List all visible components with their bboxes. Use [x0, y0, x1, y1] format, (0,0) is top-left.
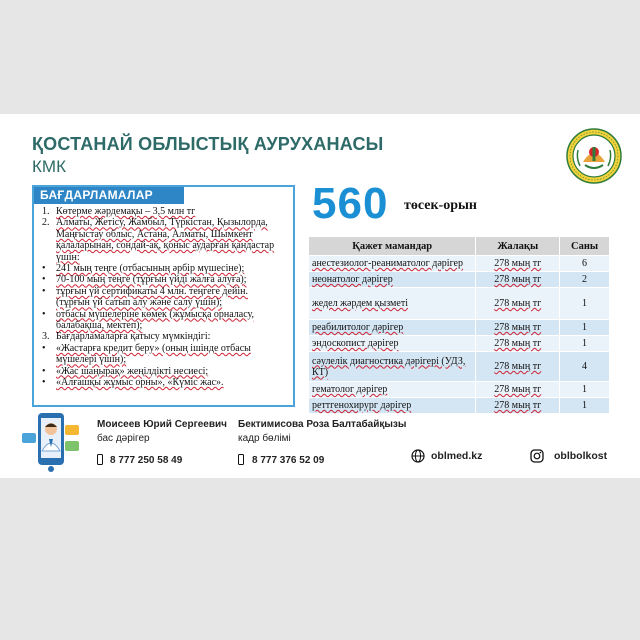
specialist-cell-text: анестезиолог-реаниматолог дәрігер: [312, 258, 463, 269]
contact-1-phone[interactable]: 8 777 250 58 49: [110, 455, 183, 466]
programs-list: [40, 206, 292, 389]
program-line-text: 70-100 мың теңге (тұрғын үйді жалға алуға);: [56, 274, 247, 286]
specialist-cell-text: гематолог дәрігер: [312, 384, 388, 395]
program-line-marker: 1.: [42, 206, 50, 217]
website-link[interactable]: oblmed.kz: [431, 450, 483, 462]
program-line: [40, 252, 292, 263]
program-line: [40, 354, 292, 365]
instagram-link[interactable]: oblbolkost: [554, 450, 608, 462]
specialist-cell-text: неонатолог дәрігер: [312, 274, 393, 285]
table-row: [309, 320, 610, 336]
program-line-marker: 3.: [42, 331, 50, 343]
salary-cell: [476, 288, 560, 320]
count-cell-text: 4: [582, 361, 588, 372]
program-line-text: «Жастарға кредит беру» (оның ішінде отбасы: [56, 342, 251, 354]
program-line-text: Бағдарламаларға қатысу мүмкіндігі:: [56, 331, 211, 343]
program-line: [40, 377, 292, 388]
program-line-marker: •: [42, 274, 46, 286]
contact-2-phone[interactable]: 8 777 376 52 09: [252, 455, 325, 466]
salary-cell-text: 278 мың тг: [494, 361, 542, 372]
instagram-icon: [530, 449, 544, 463]
count-cell: [560, 272, 610, 288]
table-row: [309, 256, 610, 272]
program-line-text: мүшелері үшін);: [56, 354, 127, 366]
program-line: [40, 206, 292, 217]
program-line-text: 241 мың теңге (отбасының әрбір мүшесіне);: [56, 263, 245, 275]
salary-cell-text: 278 мың тг: [494, 258, 542, 269]
beds-label: төсек-орын: [404, 198, 477, 213]
salary-cell-text: 278 мың тг: [494, 274, 542, 285]
salary-cell: [476, 398, 560, 414]
table-row: [309, 398, 610, 414]
contact-1-name: Моисеев Юрий Сергеевич: [97, 419, 227, 430]
column-header-count: Саны: [560, 237, 610, 256]
table-row: [309, 352, 610, 382]
program-line-marker: •: [42, 263, 46, 275]
specialist-cell: [309, 256, 476, 272]
program-line: [40, 343, 292, 354]
count-cell-text: 1: [582, 400, 588, 411]
count-cell: [560, 288, 610, 320]
program-line: [40, 297, 292, 308]
program-line: [40, 309, 292, 320]
salary-cell-text: 278 мың тг: [494, 322, 542, 333]
column-header-salary: Жалақы: [476, 237, 560, 256]
program-line: [40, 366, 292, 377]
salary-cell-text: 278 мың тг: [494, 298, 542, 309]
program-line-text: (тұрғын үй сатып алу және салу үшін);: [56, 297, 223, 309]
count-cell-text: 1: [582, 338, 588, 349]
program-line-marker: •: [42, 342, 46, 354]
salary-cell-text: 278 мың тг: [494, 400, 542, 411]
table-row: [309, 382, 610, 398]
table-row: [309, 288, 610, 320]
table-row: [309, 336, 610, 352]
table-row: [309, 272, 610, 288]
count-cell: [560, 320, 610, 336]
specialist-cell-text: реабилитолог дәрігер: [312, 322, 404, 333]
specialist-cell: [309, 382, 476, 398]
column-header-specialist: Қажет мамандар: [309, 237, 476, 256]
count-cell: [560, 336, 610, 352]
contact-2-name: Бектимисова Роза Балтабайқызы: [238, 419, 407, 430]
specialist-cell-text: эндоскопист дәрігер: [312, 338, 399, 349]
count-cell: [560, 382, 610, 398]
program-line: [40, 320, 292, 331]
programs-header: БАҒДАРЛАМАЛАР: [34, 187, 184, 204]
program-line-text: «Алғашқы жұмыс орны», «Күміс жас».: [56, 377, 224, 389]
phone-icon: [238, 454, 244, 465]
count-cell-text: 2: [582, 274, 588, 285]
count-cell-text: 1: [582, 298, 588, 309]
program-line-text: отбасы мүшелеріне көмек (жұмысқа орналасу,: [56, 308, 255, 320]
specialist-cell: [309, 288, 476, 320]
beds-number: 560: [312, 179, 389, 228]
specialist-cell: [309, 336, 476, 352]
count-cell: [560, 398, 610, 414]
phone-icon: [97, 454, 103, 465]
program-line-text: балабақша, мектеп);: [56, 320, 143, 332]
program-line-text: үшін:: [56, 251, 80, 263]
specialist-cell: [309, 320, 476, 336]
salary-cell: [476, 336, 560, 352]
program-line-text: Алматы, Жетісу, Жамбыл, Түркістан, Қызылорда,: [56, 217, 268, 229]
specialist-cell-text: реттгенохирург дәрігер: [312, 400, 412, 411]
program-line-marker: •: [42, 285, 46, 297]
program-line-marker: 2.: [42, 217, 50, 229]
specialist-cell-text: сәулелік диагностика дәрігері (УДЗ, КТ): [312, 355, 466, 378]
salary-cell: [476, 272, 560, 288]
salary-cell: [476, 352, 560, 382]
specialist-cell: [309, 398, 476, 414]
specialists-table: [308, 236, 610, 414]
count-cell: [560, 256, 610, 272]
contact-1-role: бас дәрігер: [97, 433, 150, 444]
program-line-text: қалаларынан, сондай-ақ, қоныс аударған қандастар: [56, 240, 275, 252]
program-line: [40, 240, 292, 251]
hospital-emblem-logo: [566, 128, 622, 184]
salary-cell-text: 278 мың тг: [494, 384, 542, 395]
specialist-cell: [309, 352, 476, 382]
programs-box: [32, 185, 295, 407]
program-line-text: Көтерме жәрдемақы – 3,5 млн тг: [56, 206, 196, 217]
program-line-text: Маңғыстау облыс, Астана, Алматы, Шымкент: [56, 228, 253, 240]
specialist-cell-text: жедел жәрдем қызметі: [312, 298, 408, 309]
salary-cell-text: 278 мың тг: [494, 338, 542, 349]
salary-cell: [476, 256, 560, 272]
count-cell-text: 1: [582, 384, 588, 395]
salary-cell: [476, 382, 560, 398]
program-line-marker: •: [42, 377, 46, 389]
globe-icon: [411, 449, 425, 463]
table-header-row: [309, 237, 610, 256]
page-subtitle: КМК: [32, 157, 66, 176]
program-line: [40, 217, 292, 228]
page-title: ҚОСТАНАЙ ОБЛЫСТЫҚ АУРУХАНАСЫ: [32, 134, 384, 154]
count-cell-text: 1: [582, 322, 588, 333]
program-line: [40, 263, 292, 274]
program-line: [40, 286, 292, 297]
salary-cell: [476, 320, 560, 336]
program-line: [40, 274, 292, 285]
program-line-text: тұрғын үй сертификаты 4 млн. теңгеге дейін.: [56, 285, 248, 297]
doctor-phone-icon: [18, 411, 86, 473]
program-line-marker: •: [42, 308, 46, 320]
program-line-marker: •: [42, 365, 46, 377]
program-line: [40, 331, 292, 342]
program-line-text: «Жас шаңырақ» жеңілдікті несиесі;: [56, 365, 209, 377]
count-cell: [560, 352, 610, 382]
count-cell-text: 6: [582, 258, 588, 269]
program-line: [40, 229, 292, 240]
specialist-cell: [309, 272, 476, 288]
contact-2-role: кадр бөлімі: [238, 433, 291, 444]
